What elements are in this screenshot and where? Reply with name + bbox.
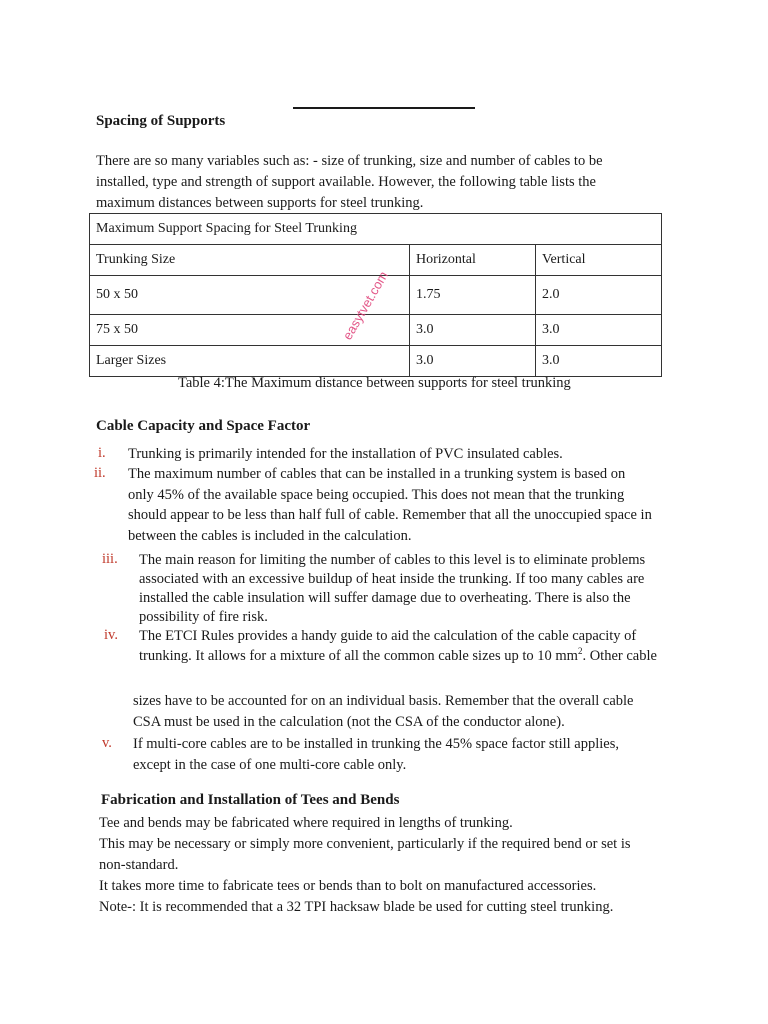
table-caption: Table 4:The Maximum distance between supports for steel trunking — [178, 375, 571, 391]
list-item-line: Trunking is primarily intended for the installation of PVC insulated cables. — [128, 446, 563, 462]
cell-horizontal: 1.75 — [410, 276, 536, 315]
list-marker: i. — [98, 445, 106, 461]
fabrication-line: Tee and bends may be fabricated where required in lengths of trunking. — [99, 815, 513, 831]
table-row — [90, 346, 662, 377]
list-item-line: between the cables is included in the calculation. — [128, 528, 412, 544]
fabrication-line: It takes more time to fabricate tees or bends than to bolt on manufactured accessories. — [99, 878, 597, 894]
list-marker: iv. — [104, 627, 118, 643]
table-title: Maximum Support Spacing for Steel Trunking — [90, 214, 662, 245]
list-item-line: installed the cable insulation will suffer damage due to overheating. There is also the — [139, 590, 631, 606]
table-row — [90, 315, 662, 346]
spacing-para-line: maximum distances between supports for steel trunking. — [96, 195, 424, 211]
cell-horizontal: 3.0 — [410, 315, 536, 346]
list-item-text: . Other cable — [582, 648, 657, 664]
top-rule-line — [293, 107, 475, 109]
list-item-line: The maximum number of cables that can be installed in a trunking system is based on — [128, 466, 626, 482]
fabrication-line: Note-: It is recommended that a 32 TPI hacksaw blade be used for cutting steel trunking. — [99, 899, 614, 915]
spacing-para-line: installed, type and strength of support available. However, the following table lists the — [96, 174, 596, 190]
list-item-line: The ETCI Rules provides a handy guide to aid the calculation of the cable capacity of — [139, 628, 637, 644]
list-item-line: The main reason for limiting the number of cables to this level is to eliminate problems — [139, 552, 646, 568]
spacing-heading: Spacing of Supports — [96, 113, 226, 129]
cell-vertical: 2.0 — [536, 276, 662, 315]
cell-horizontal: 3.0 — [410, 346, 536, 377]
header-trunking-size: Trunking Size — [90, 245, 410, 276]
header-horizontal: Horizontal — [410, 245, 536, 276]
list-marker: v. — [102, 735, 112, 751]
list-item-line: should appear to be less than half full of cable. Remember that all the unoccupied space in — [128, 507, 652, 523]
header-vertical: Vertical — [536, 245, 662, 276]
table-title-row — [90, 214, 662, 245]
list-marker: iii. — [102, 551, 118, 567]
cell-vertical: 3.0 — [536, 315, 662, 346]
fabrication-heading: Fabrication and Installation of Tees and Bends — [101, 792, 400, 808]
cell-vertical: 3.0 — [536, 346, 662, 377]
cell-size: Larger Sizes — [90, 346, 410, 377]
list-item-line — [139, 646, 657, 667]
watermark: easytvet.com — [339, 268, 391, 343]
list-item-line: except in the case of one multi-core cable only. — [133, 757, 407, 773]
fabrication-line: This may be necessary or simply more convenient, particularly if the required bend or set is — [99, 836, 631, 852]
list-item-line: associated with an excessive buildup of heat inside the trunking. If too many cables are — [139, 571, 645, 587]
spacing-para-line: There are so many variables such as: - size of trunking, size and number of cables to be — [96, 153, 603, 169]
list-item-line: possibility of fire risk. — [139, 609, 268, 625]
superscript: 2 — [577, 646, 583, 657]
list-item-line: If multi-core cables are to be installed in trunking the 45% space factor still applies, — [133, 736, 619, 752]
cell-size: 50 x 50 — [90, 276, 410, 315]
cable-heading: Cable Capacity and Space Factor — [96, 418, 311, 434]
list-item-text: trunking. It allows for a mixture of all the common cable sizes up to 10 mm — [139, 648, 578, 664]
list-item-line: only 45% of the available space being occupied. This does not mean that the trunking — [128, 487, 625, 503]
list-item-line: CSA must be used in the calculation (not the CSA of the conductor alone). — [133, 714, 565, 730]
list-marker: ii. — [94, 465, 106, 481]
fabrication-line: non-standard. — [99, 857, 179, 873]
cell-size: 75 x 50 — [90, 315, 410, 346]
list-item-line: sizes have to be accounted for on an individual basis. Remember that the overall cable — [133, 693, 634, 709]
